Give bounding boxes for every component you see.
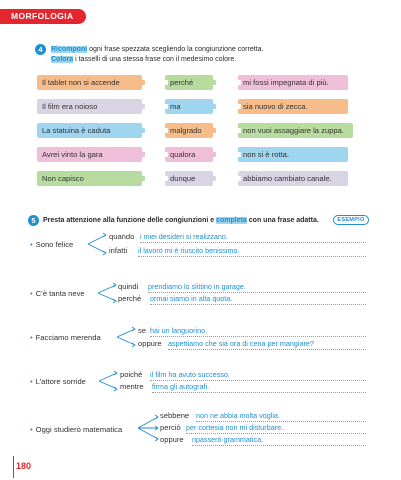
lead-text: L’attore sorride	[35, 377, 86, 386]
tile-middle-5[interactable]: dunque	[165, 171, 213, 186]
answer-text[interactable]: ormai siamo in alta quota.	[150, 294, 233, 303]
answer-text[interactable]: ripasserò grammatica.	[192, 435, 264, 444]
bullet-icon: •	[30, 240, 33, 249]
answer-line	[196, 421, 366, 422]
lead-text: C’è tanta neve	[35, 289, 85, 298]
bullet-icon: •	[30, 425, 33, 434]
answer-line	[192, 445, 366, 446]
answer-text[interactable]: i miei desideri si realizzano.	[140, 232, 228, 241]
answer-text[interactable]: il lavoro mi è riuscito benissimo.	[138, 246, 240, 255]
answer-text[interactable]: firma gli autografi.	[152, 382, 210, 391]
answer-text[interactable]: aspettiamo che sia ora di cena per mangiare?	[168, 339, 314, 348]
instruction-verb-ricomponi: Ricomponi	[51, 46, 88, 53]
page-number-rule	[13, 456, 14, 478]
answer-text[interactable]: non ne abbia molta voglia.	[196, 411, 280, 420]
answer-line	[150, 380, 366, 381]
conjunction: perciò	[160, 423, 181, 432]
tile-middle-4[interactable]: qualora	[165, 147, 213, 162]
conjunction: infatti	[109, 246, 128, 255]
exercise-5-instruction	[43, 216, 319, 226]
tile-left-4[interactable]: Avrei vinto la gara	[37, 147, 142, 162]
example-badge: ESEMPIO	[333, 215, 369, 225]
conjunction: oppure	[138, 339, 162, 348]
exercise-4-instruction-line2	[51, 55, 236, 65]
bracket-arrows	[88, 232, 108, 256]
group-lead	[30, 240, 73, 249]
tile-right-3[interactable]: non vuoi assaggiare la zuppa.	[238, 123, 353, 138]
conjunction: se	[138, 326, 147, 335]
tile-right-4[interactable]: non si è rotta.	[238, 147, 348, 162]
group-lead	[30, 333, 101, 342]
tile-left-5[interactable]: Non capisco	[37, 171, 142, 186]
tile-left-1[interactable]: Il tablet non si accende	[37, 75, 142, 90]
answer-text[interactable]: il film ha avuto successo.	[150, 370, 230, 379]
answer-line	[138, 256, 366, 257]
lead-text: Facciamo merenda	[35, 333, 101, 342]
group-lead	[30, 289, 85, 298]
conjunction: oppure	[160, 435, 184, 444]
tile-right-5[interactable]: abbiamo cambiato canale.	[238, 171, 348, 186]
answer-line	[140, 242, 366, 243]
tile-right-2[interactable]: sia nuovo di zecca.	[238, 99, 348, 114]
answer-line	[148, 292, 366, 293]
bracket-arrows	[99, 370, 119, 392]
section-title: MORFOLOGIA	[11, 11, 74, 21]
tile-middle-1[interactable]: perché	[165, 75, 213, 90]
answer-text[interactable]: prendiamo lo slittino in garage.	[148, 282, 246, 291]
bracket-arrows	[117, 326, 137, 348]
instruction-verb-colora: Colora	[51, 56, 74, 63]
group-lead	[30, 425, 122, 434]
exercise-4-number: 4	[35, 44, 46, 55]
tile-middle-2[interactable]: ma	[165, 99, 213, 114]
group-lead	[30, 377, 86, 386]
lead-text: Oggi studierò matematica	[35, 425, 123, 434]
bracket-arrows	[98, 282, 118, 304]
conjunction: quando	[109, 232, 135, 241]
tile-left-3[interactable]: La statuina è caduta	[37, 123, 142, 138]
answer-line	[186, 433, 366, 434]
answer-line	[152, 392, 366, 393]
conjunction: mentre	[120, 382, 144, 391]
answer-line	[150, 336, 366, 337]
conjunction: sebbene	[160, 411, 190, 420]
tile-middle-3[interactable]: malgrado	[165, 123, 213, 138]
bullet-icon: •	[30, 377, 33, 386]
tile-right-1[interactable]: mi fossi impegnata di più.	[238, 75, 348, 90]
instruction-text: Presta attenzione alla funzione delle congiunzioni e	[43, 217, 217, 224]
conjunction: perché	[118, 294, 142, 303]
page-number: 180	[16, 461, 32, 471]
tile-left-2[interactable]: Il film era noioso	[37, 99, 142, 114]
exercise-4-instruction-line1	[51, 45, 263, 55]
conjunction: quindi	[118, 282, 139, 291]
instruction-verb-completa: completa	[216, 217, 247, 224]
answer-line	[168, 349, 366, 350]
bullet-icon: •	[30, 333, 33, 342]
answer-line	[150, 304, 366, 305]
bullet-icon: •	[30, 289, 33, 298]
conjunction: poiché	[120, 370, 143, 379]
instruction-text: con una frase adatta.	[246, 217, 319, 224]
section-banner	[0, 9, 86, 24]
instruction-text: i tasselli di una stessa frase con il medesimo colore.	[73, 56, 237, 63]
answer-text[interactable]: per cortesia non mi disturbare.	[186, 423, 284, 432]
answer-text[interactable]: hai un languorino.	[150, 326, 208, 335]
instruction-text: ogni frase spezzata scegliendo la congiunzione corretta.	[87, 46, 264, 53]
lead-text: Sono felice	[35, 240, 74, 249]
bracket-arrows	[138, 414, 160, 442]
exercise-5-number: 5	[28, 215, 39, 226]
